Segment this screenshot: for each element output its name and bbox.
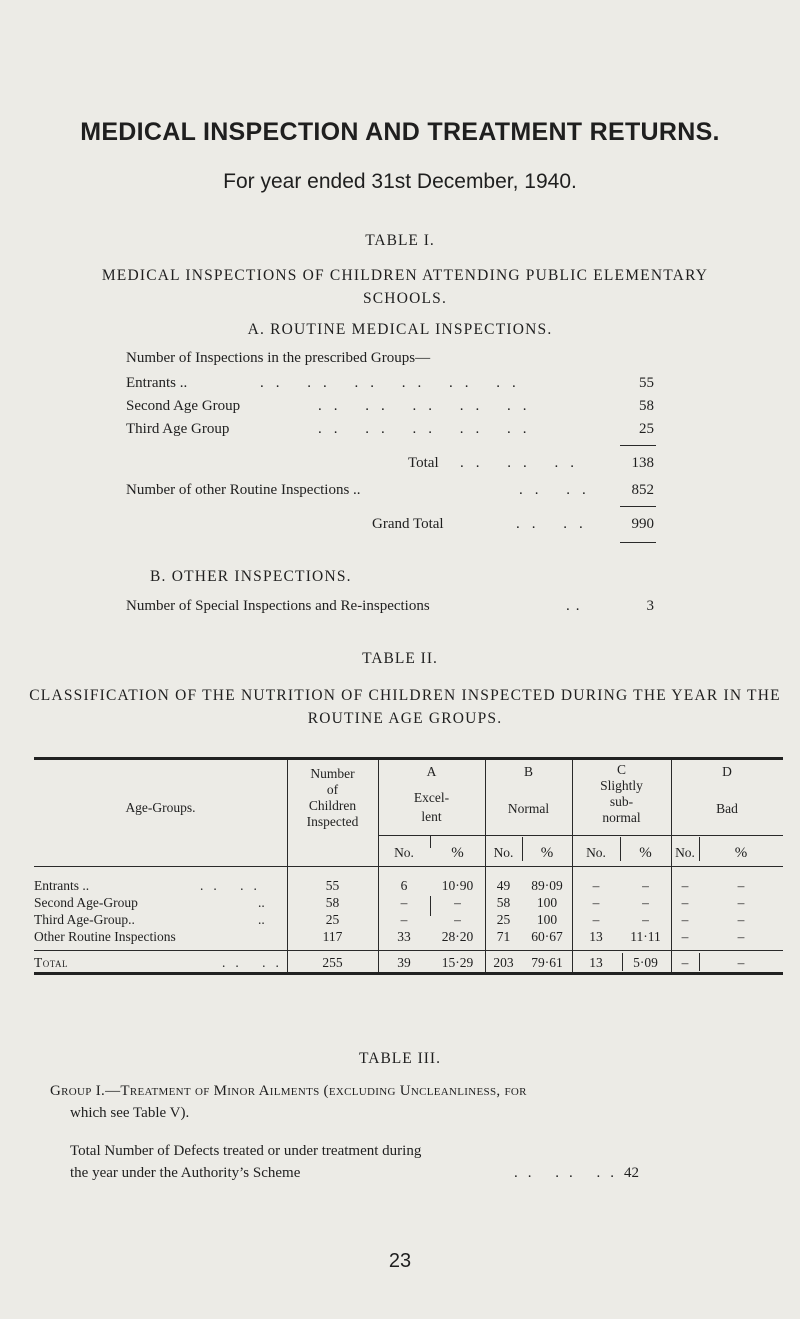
col-number-line1: Number <box>310 766 355 781</box>
sub-b-no: No. <box>493 845 514 860</box>
col-a-header <box>378 762 485 826</box>
row-entrants-label: Entrants .. <box>126 375 188 391</box>
col-d-header <box>671 762 783 818</box>
row-b-pct: 89·09 <box>531 878 563 893</box>
row-b-pct: 60·67 <box>531 929 563 944</box>
row-grand-total-value: 990 <box>631 516 654 532</box>
rule-grand-total <box>620 506 656 507</box>
row-number: 58 <box>325 895 340 910</box>
section-a-title: A. ROUTINE MEDICAL INSPECTIONS. <box>247 321 553 338</box>
section-b-title: B. OTHER INSPECTIONS. <box>150 568 352 585</box>
col-a-line2: lent <box>421 809 442 824</box>
row-d-no: – <box>681 912 689 927</box>
row-a-no: 33 <box>397 929 411 944</box>
row-total-label: Total <box>408 455 439 471</box>
row-d-no: – <box>681 878 689 893</box>
col-c-letter: C <box>616 762 626 777</box>
row-third-dots: .. .. .. .. .. <box>318 421 539 437</box>
row-other-value: 852 <box>631 482 654 498</box>
row-d-no: – <box>681 895 689 910</box>
total-dots: .. .. <box>222 955 289 970</box>
total-a-no: 39 <box>397 955 411 970</box>
row-c-pct: – <box>642 895 649 910</box>
row-number: 25 <box>325 912 340 927</box>
total-label: Total <box>34 955 69 970</box>
row-group: Other Routine Inspections <box>34 929 176 944</box>
row-d-pct: – <box>737 912 745 927</box>
table2-title: TABLE II. <box>362 650 438 667</box>
row-second-label: Second Age Group <box>126 398 241 414</box>
row-number: 117 <box>322 929 343 944</box>
row-total-dots: .. .. .. <box>460 455 586 471</box>
table2-heading: CLASSIFICATION OF THE NUTRITION OF CHILDREN INSPECTED DURING THE YEAR IN THE ROUTINE AGE GROUPS. <box>29 687 781 727</box>
total-d-no: – <box>681 955 689 970</box>
row-special-label: Number of Special Inspections and Re-inspections <box>126 598 430 614</box>
subheader-rule <box>378 835 783 836</box>
col-number-line4: Inspected <box>306 814 359 829</box>
col-b-header <box>485 762 572 818</box>
row-b-no: 25 <box>496 912 511 927</box>
sub-a-pct: % <box>451 845 464 861</box>
sub-a-no: No. <box>394 845 414 860</box>
col-c-line1: Slightly <box>600 778 643 793</box>
row-third-value: 25 <box>639 421 654 437</box>
table1-title: TABLE I. <box>365 232 435 249</box>
total-c-pct: 5·09 <box>633 955 658 970</box>
page-subtitle: For year ended 31st December, 1940. <box>223 170 577 193</box>
row-c-pct: – <box>642 878 649 893</box>
row-c-no: – <box>592 912 600 927</box>
col-number-line3: Children <box>308 798 357 813</box>
header-bottom-rule <box>34 866 783 867</box>
total-number: 255 <box>322 955 343 970</box>
row-c-no: – <box>592 895 600 910</box>
col-number-line2: of <box>326 782 339 797</box>
row-a-no: – <box>400 895 408 910</box>
col-c-line3: normal <box>602 810 641 825</box>
row-d-pct: – <box>737 878 745 893</box>
row-other-dots: .. .. <box>519 482 598 498</box>
row-d-pct: – <box>737 929 745 944</box>
row-b-no: 58 <box>496 895 511 910</box>
col-d-letter: D <box>722 764 732 779</box>
sub-d-no: No. <box>675 845 695 860</box>
col-c-header <box>572 762 671 826</box>
row-group: Third Age-Group.. <box>34 912 135 927</box>
row-second-value: 58 <box>639 398 654 414</box>
col-age-header: Age-Groups. <box>125 800 196 815</box>
row-b-pct: 100 <box>536 895 558 910</box>
sub-b-pct: % <box>540 845 554 861</box>
row-a-pct: 28·20 <box>441 929 474 944</box>
col-c-line2: sub- <box>609 794 634 809</box>
total-defects-dots: .. .. .. <box>514 1165 624 1181</box>
row-special-dots: .. <box>566 598 586 614</box>
row-third-label: Third Age Group <box>126 421 230 437</box>
row-special-value: 3 <box>646 598 654 614</box>
col-b-line1: Normal <box>507 801 550 816</box>
total-b-no: 203 <box>493 955 514 970</box>
row-second-dots: .. .. .. .. .. <box>318 398 539 414</box>
page-title: MEDICAL INSPECTION AND TREATMENT RETURNS. <box>80 118 720 146</box>
table3-title: TABLE III. <box>359 1050 441 1067</box>
total-c-no: 13 <box>589 955 603 970</box>
total-b-pct: 79·61 <box>531 955 563 970</box>
row-c-no: – <box>592 878 600 893</box>
row-b-no: 49 <box>496 878 511 893</box>
page-number: 23 <box>388 1250 412 1272</box>
row-a-no: 6 <box>400 878 408 893</box>
row-a-pct: – <box>454 912 461 927</box>
rule-total <box>620 445 656 446</box>
row-grand-total-dots: .. .. <box>516 516 595 532</box>
total-top-rule <box>34 950 783 951</box>
row-group: Entrants .. <box>34 878 90 893</box>
row-number: 55 <box>325 878 340 893</box>
row-dots: .. .. <box>200 878 267 893</box>
sub-c-pct: % <box>639 845 652 861</box>
group1-line2: which see Table V). <box>70 1105 190 1121</box>
group1-line1: Group I.—Treatment of Minor Ailments (excluding Uncleanliness, for <box>50 1083 527 1099</box>
total-d-pct: – <box>737 955 745 970</box>
row-a-pct: – <box>454 895 461 910</box>
row-d-no: – <box>681 929 689 944</box>
row-c-no: 13 <box>589 929 603 944</box>
col-b-letter: B <box>523 764 533 779</box>
row-a-pct: 10·90 <box>441 878 474 893</box>
row-c-pct: 11·11 <box>630 929 661 944</box>
sub-c-no: No. <box>586 845 606 860</box>
total-defects-line1: Total Number of Defects treated or under treatment during <box>70 1143 422 1159</box>
row-dots: .. <box>258 912 265 927</box>
col-a-line1: Excel- <box>413 790 450 805</box>
row-a-no: – <box>400 912 408 927</box>
col-number-header <box>287 766 378 830</box>
col-a-letter: A <box>426 764 437 779</box>
row-entrants-dots: .. .. .. .. .. .. <box>260 375 528 391</box>
sub-d-pct: % <box>734 845 748 861</box>
rule-grand-total-under <box>620 542 656 543</box>
table1-heading: MEDICAL INSPECTIONS OF CHILDREN ATTENDING PUBLIC ELEMENTARY SCHOOLS. <box>101 267 709 307</box>
row-b-pct: 100 <box>536 912 558 927</box>
row-other-label: Number of other Routine Inspections .. <box>126 482 361 498</box>
total-defects-line2: the year under the Authority’s Scheme <box>70 1165 301 1181</box>
row-grand-total-label: Grand Total <box>372 516 444 532</box>
total-defects-value: 42 <box>624 1165 639 1181</box>
row-group: Second Age-Group <box>34 895 138 910</box>
row-d-pct: – <box>737 895 745 910</box>
col-d-line1: Bad <box>716 801 738 816</box>
table-bottom-rule <box>34 972 783 975</box>
row-c-pct: – <box>642 912 649 927</box>
row-b-no: 71 <box>496 929 511 944</box>
row-dots: .. <box>258 895 265 910</box>
row-total-value: 138 <box>631 455 654 471</box>
section-a-intro: Number of Inspections in the prescribed Groups— <box>126 350 431 366</box>
total-a-pct: 15·29 <box>441 955 474 970</box>
row-entrants-value: 55 <box>639 375 654 391</box>
